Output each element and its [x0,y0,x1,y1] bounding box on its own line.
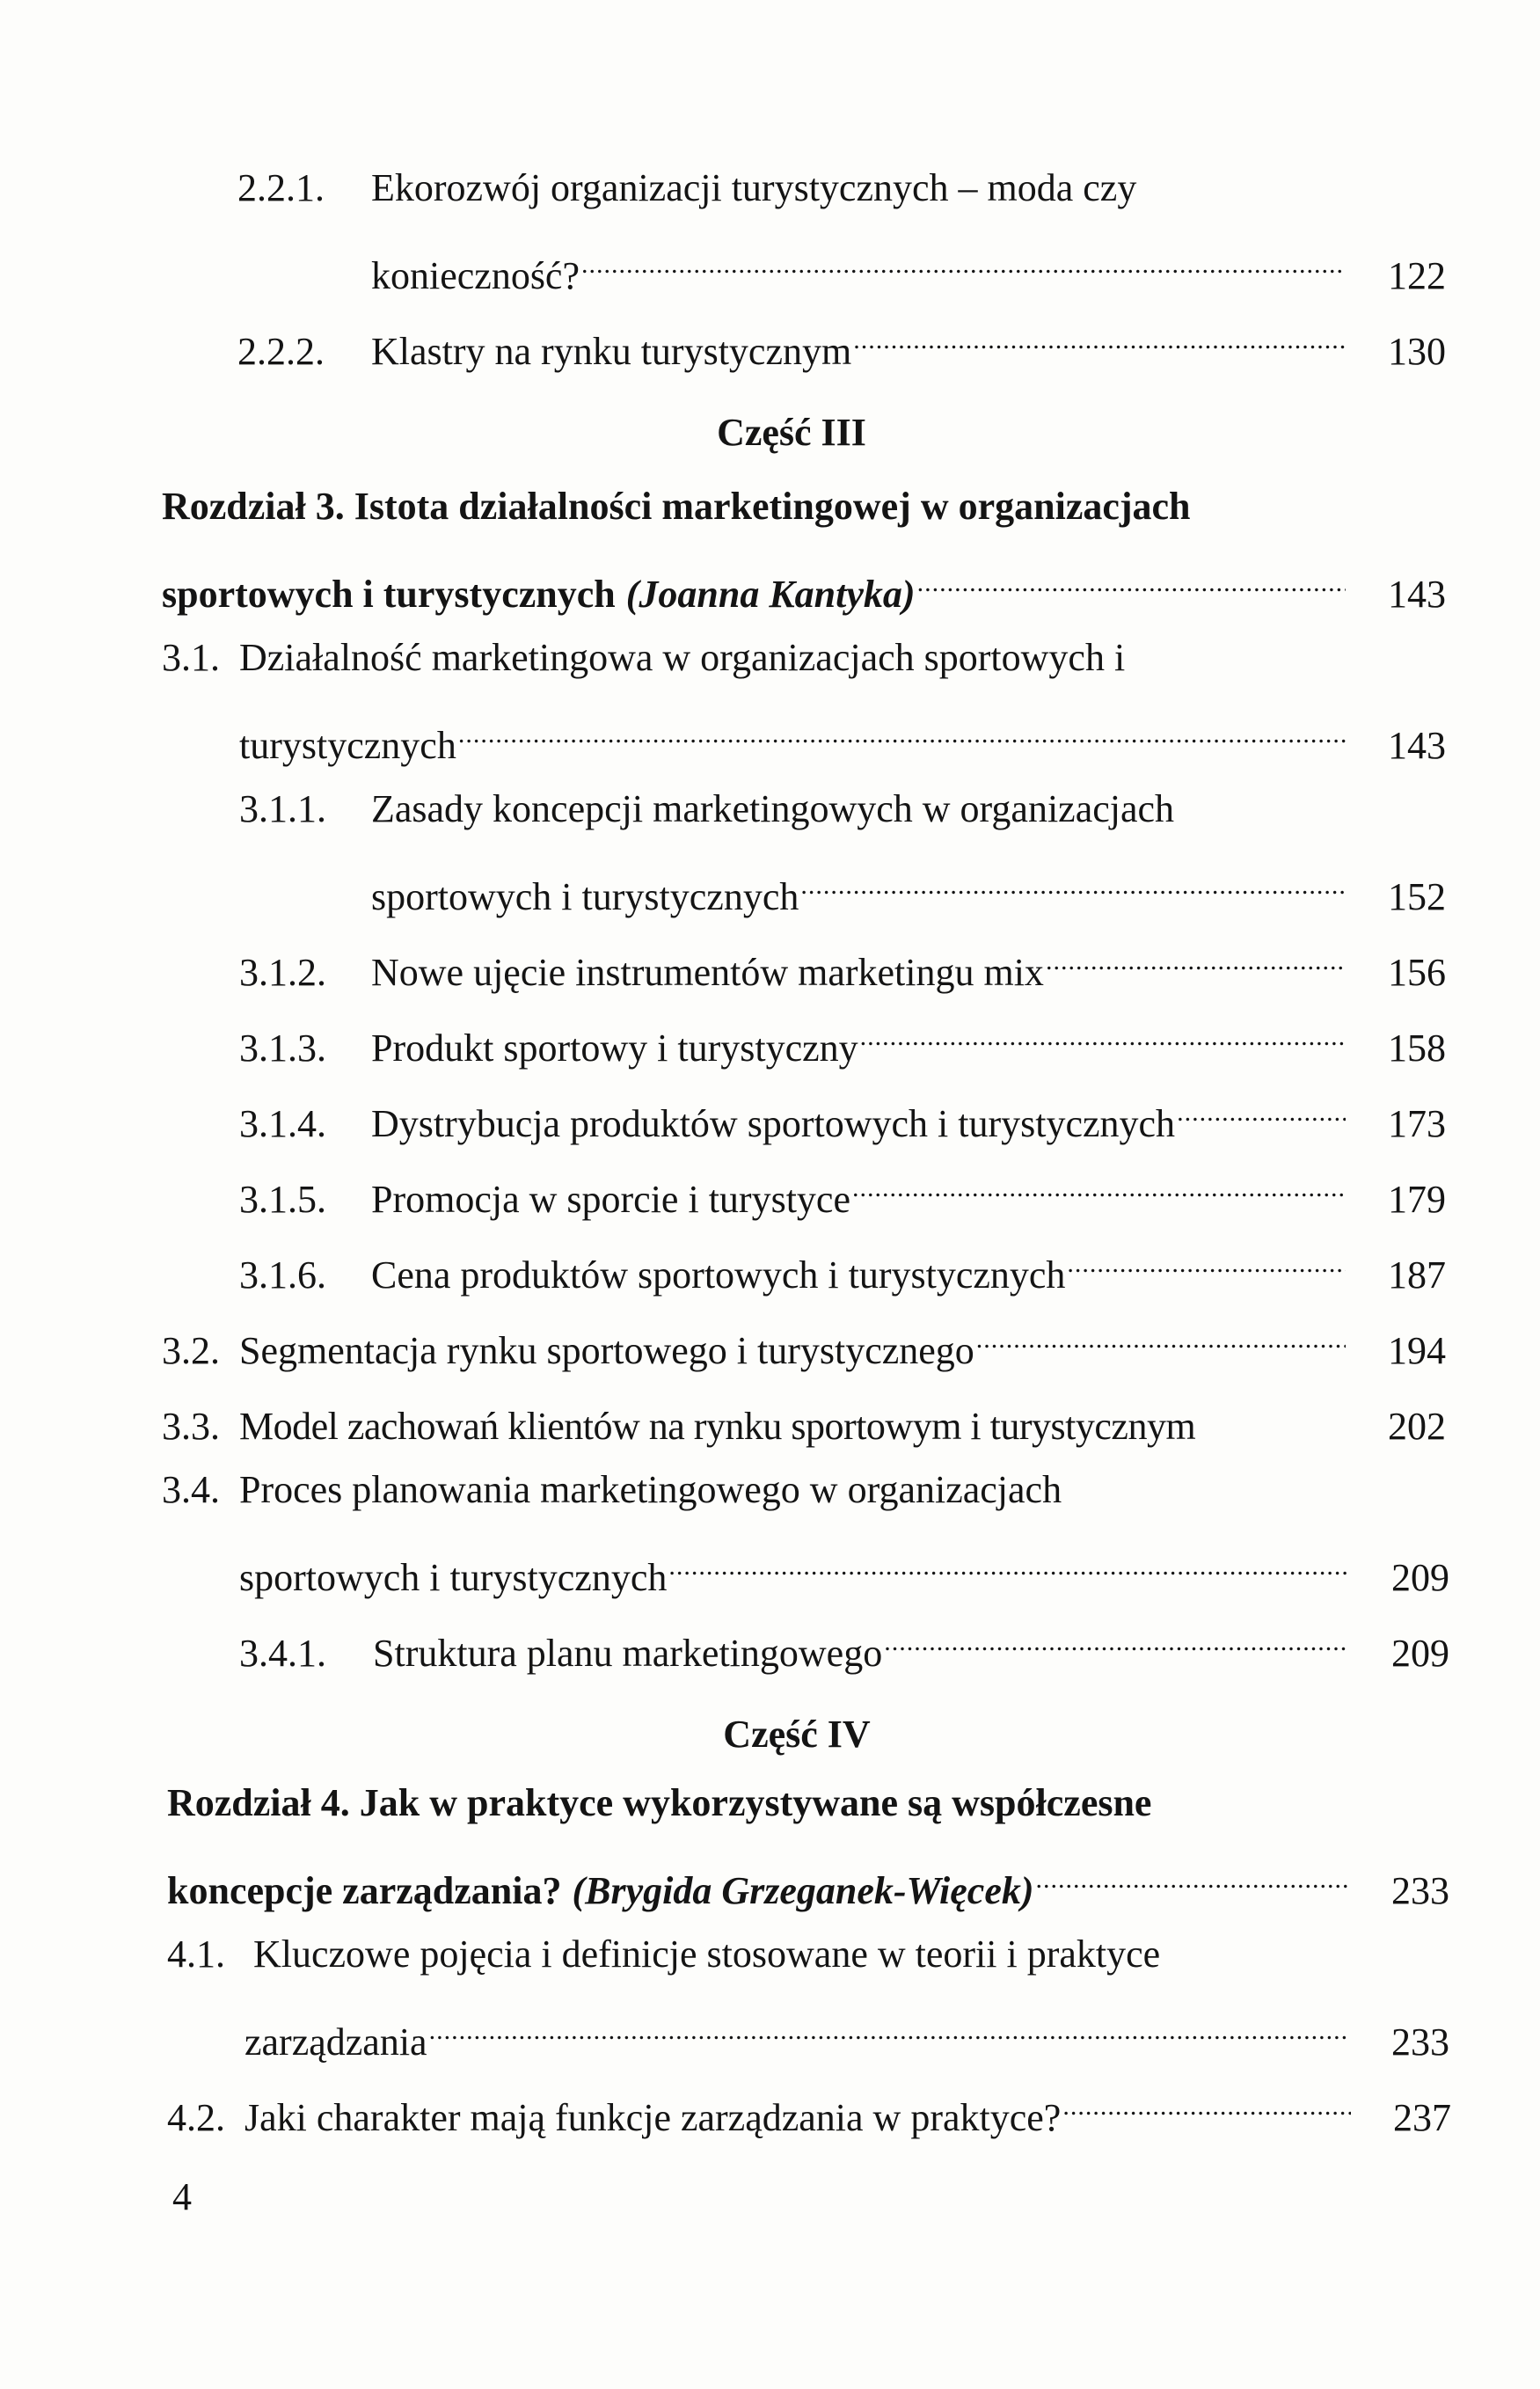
dot-leader [1177,1087,1346,1136]
entry-title: Zasady koncepcji marketingowych w organizacjach [371,787,1175,830]
entry-title: Nowe ujęcie instrumentów marketingu mix [371,951,1044,994]
entry-number: 2.2.1. [237,166,325,209]
toc-entry-4-1 [167,1930,1451,1979]
dot-leader [1036,1854,1349,1903]
toc-entry-3-1-6 [239,1238,1446,1297]
entry-title: Kluczowe pojęcia i definicje stosowane w teorii i praktyce [253,1932,1161,1976]
entry-number: 3.1. [162,636,220,679]
toc-entry-3-4 [162,1465,1446,1515]
toc-entry-3-1-cont [239,709,1446,767]
chapter-3-title-cont [162,558,1446,616]
entry-number: 3.1.4. [239,1102,326,1145]
entry-title: sportowych i turystycznych [371,875,799,918]
toc-entry-4-2 [167,2081,1451,2139]
toc-entry-3-2 [162,1314,1446,1372]
entry-page: 122 [1388,254,1446,297]
entry-page: 187 [1388,1253,1446,1297]
entry-title: Działalność marketingowa w organizacjach sportowych i [239,636,1126,679]
toc-entry-3-1-3 [239,1012,1446,1070]
entry-title: zarządzania [245,2020,427,2064]
entry-page: 209 [1391,1632,1449,1675]
entry-page: 143 [1388,573,1446,616]
entry-title: Model zachowań klientów na rynku sportowym i turystycznym [239,1405,1196,1448]
dot-leader [976,1314,1346,1363]
entry-number: 3.4. [162,1468,220,1511]
entry-number: 3.3. [162,1405,220,1448]
toc-entry-3-1 [162,633,1446,683]
entry-number: 3.1.5. [239,1178,326,1221]
entry-title: Rozdział 3. Istota działalności marketingowej w organizacjach [162,485,1191,528]
toc-entry-2-2-2 [237,315,1446,373]
entry-page: 173 [1388,1102,1446,1145]
part-heading-iv: Część IV [723,1713,871,1756]
entry-title: Segmentacja rynku sportowego i turystycznego [239,1329,974,1372]
chapter-author: (Brygida Grzeganek-Więcek) [572,1869,1034,1912]
entry-page: 202 [1388,1405,1446,1448]
part-heading-iii: Część III [717,411,866,454]
entry-title: Rozdział 4. Jak w praktyce wykorzystywane są współczesne [167,1781,1152,1824]
entry-page: 156 [1388,951,1446,994]
entry-title: turystycznych [239,724,456,767]
chapter-3-title [162,482,1446,531]
entry-page: 194 [1388,1329,1446,1372]
entry-title: koncepcje zarządzania? [167,1869,562,1912]
dot-leader [1062,2081,1351,2130]
toc-entry-2-2-1-cont [371,239,1446,297]
entry-number: 3.2. [162,1329,220,1372]
toc-entry-3-4-1 [239,1617,1449,1675]
chapter-4-title-cont [167,1854,1449,1912]
entry-title: Promocja w sporcie i turystyce [371,1178,850,1221]
entry-title: Cena produktów sportowych i turystycznych [371,1253,1066,1297]
toc-entry-3-1-5 [239,1163,1446,1221]
dot-leader [429,2005,1349,2055]
chapter-author: (Joanna Kantyka) [625,573,916,616]
entry-number: 4.2. [167,2096,225,2139]
dot-leader [800,860,1346,910]
entry-title: Klastry na rynku turystycznym [371,330,852,373]
entry-title: Produkt sportowy i turystyczny [371,1026,858,1070]
dot-leader [581,239,1346,289]
entry-title: konieczność? [371,254,580,297]
entry-title: Dystrybucja produktów sportowych i turystycznych [371,1102,1176,1145]
page-number: 4 [172,2175,192,2218]
entry-page: 130 [1388,330,1446,373]
entry-title: sportowych i turystycznych [162,573,616,616]
entry-number: 3.1.1. [239,787,326,830]
entry-title: sportowych i turystycznych [239,1556,668,1599]
entry-page: 233 [1391,2020,1449,2064]
dot-leader [860,1012,1346,1061]
dot-leader [852,1163,1346,1212]
toc-entry-3-1-2 [239,936,1446,994]
entry-page: 143 [1388,724,1446,767]
dot-leader [1067,1238,1346,1288]
entry-page: 237 [1393,2096,1451,2139]
entry-page: 158 [1388,1026,1446,1070]
entry-title: Struktura planu marketingowego [373,1632,883,1675]
dot-leader [917,558,1346,607]
entry-title: Proces planowania marketingowego w organizacjach [239,1468,1062,1511]
toc-entry-3-1-1 [239,785,1446,834]
entry-number: 3.1.2. [239,951,326,994]
toc-entry-2-2-1 [237,164,1442,213]
entry-page: 152 [1388,875,1446,918]
dot-leader [853,315,1346,364]
entry-number: 3.1.6. [239,1253,326,1297]
entry-number: 3.4.1. [239,1632,326,1675]
dot-leader [1046,936,1346,985]
entry-number: 4.1. [167,1932,225,1976]
toc-entry-3-1-4 [239,1087,1446,1145]
toc-entry-3-4-cont [239,1541,1449,1599]
entry-number: 3.1.3. [239,1026,326,1070]
toc-entry-4-1-cont [245,2005,1449,2064]
entry-page: 209 [1391,1556,1449,1599]
dot-leader [668,1541,1349,1590]
entry-title: Ekorozwój organizacji turystycznych – moda czy [371,166,1137,209]
entry-title: Jaki charakter mają funkcje zarządzania w praktyce? [245,2096,1062,2139]
dot-leader [458,709,1346,758]
entry-page: 179 [1388,1178,1446,1221]
toc-entry-3-1-1-cont [371,860,1446,918]
toc-entry-3-3 [162,1390,1446,1448]
entry-number: 2.2.2. [237,330,325,373]
entry-page: 233 [1391,1869,1449,1912]
chapter-4-title [167,1779,1451,1828]
dot-leader [884,1617,1349,1666]
